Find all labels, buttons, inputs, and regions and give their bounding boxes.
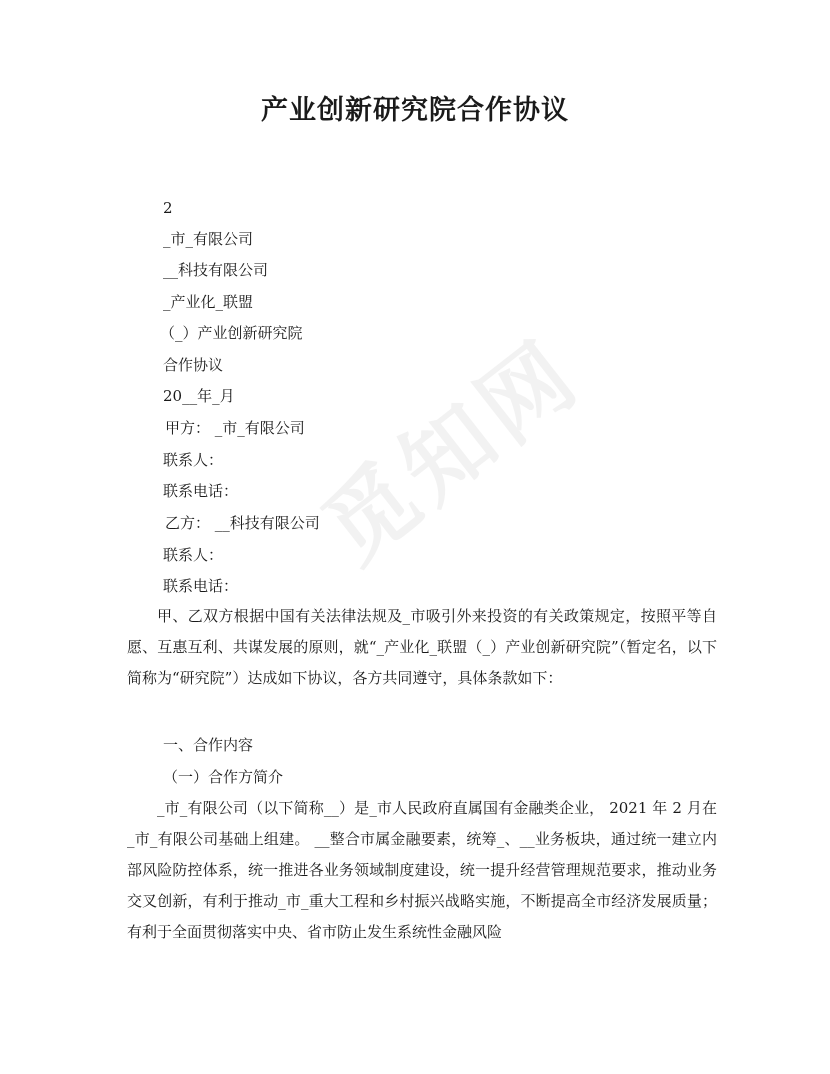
cover-line-institute: （_）产业创新研究院 [160,324,303,342]
subsection-heading: （一）合作方简介 [163,768,284,786]
party-a-contact: 联系人： [163,451,224,469]
cover-line-number: 2 [163,199,173,217]
watermark: 觅知网 [304,319,601,584]
document-title: 产业创新研究院合作协议 [261,95,569,126]
party-a-phone: 联系电话： [163,482,239,500]
section-heading: 一、合作内容 [163,736,254,754]
cover-line-date: 20__年_月 [163,387,235,405]
intro-paragraph: 甲、乙双方根据中国有关法律法规及_市吸引外来投资的有关政策规定，按照平等自愿、互惠互利、共谋发展的原则，就“_产业化_联盟（_）产业创新研究院”（暂定名，以下简称为“研究院”）达成如下协议，各方共同遵守，具体条款如下： [127,607,717,687]
party-a-line: 甲方： _市_有限公司 [165,419,305,437]
cover-line-alliance: _产业化_联盟 [163,293,254,311]
party-b-line: 乙方： __科技有限公司 [165,514,320,532]
party-b-contact: 联系人： [163,546,224,564]
cover-line-agreement: 合作协议 [163,356,224,374]
cover-line-party-a: _市_有限公司 [163,230,254,248]
party-b-phone: 联系电话： [163,577,239,595]
cover-line-party-b: __科技有限公司 [163,261,269,279]
body-paragraph: _市_有限公司（以下简称__）是_市人民政府直属国有金融类企业， 2021 年 2 月在_市_有限公司基础上组建。 __整合市属金融要素，统筹_、__业务板块，通过统一建立内部风险防控体系，统一推进各业务领域制度建设，统一提升经营管理规范要求，推动业务交叉创新，有利于推动_市_重大工程和乡村振兴战略实施，不断提高全市经济发展质量； 有利于全面贯彻落实中央、省市防止发生系统性金融风险 [127,799,717,941]
